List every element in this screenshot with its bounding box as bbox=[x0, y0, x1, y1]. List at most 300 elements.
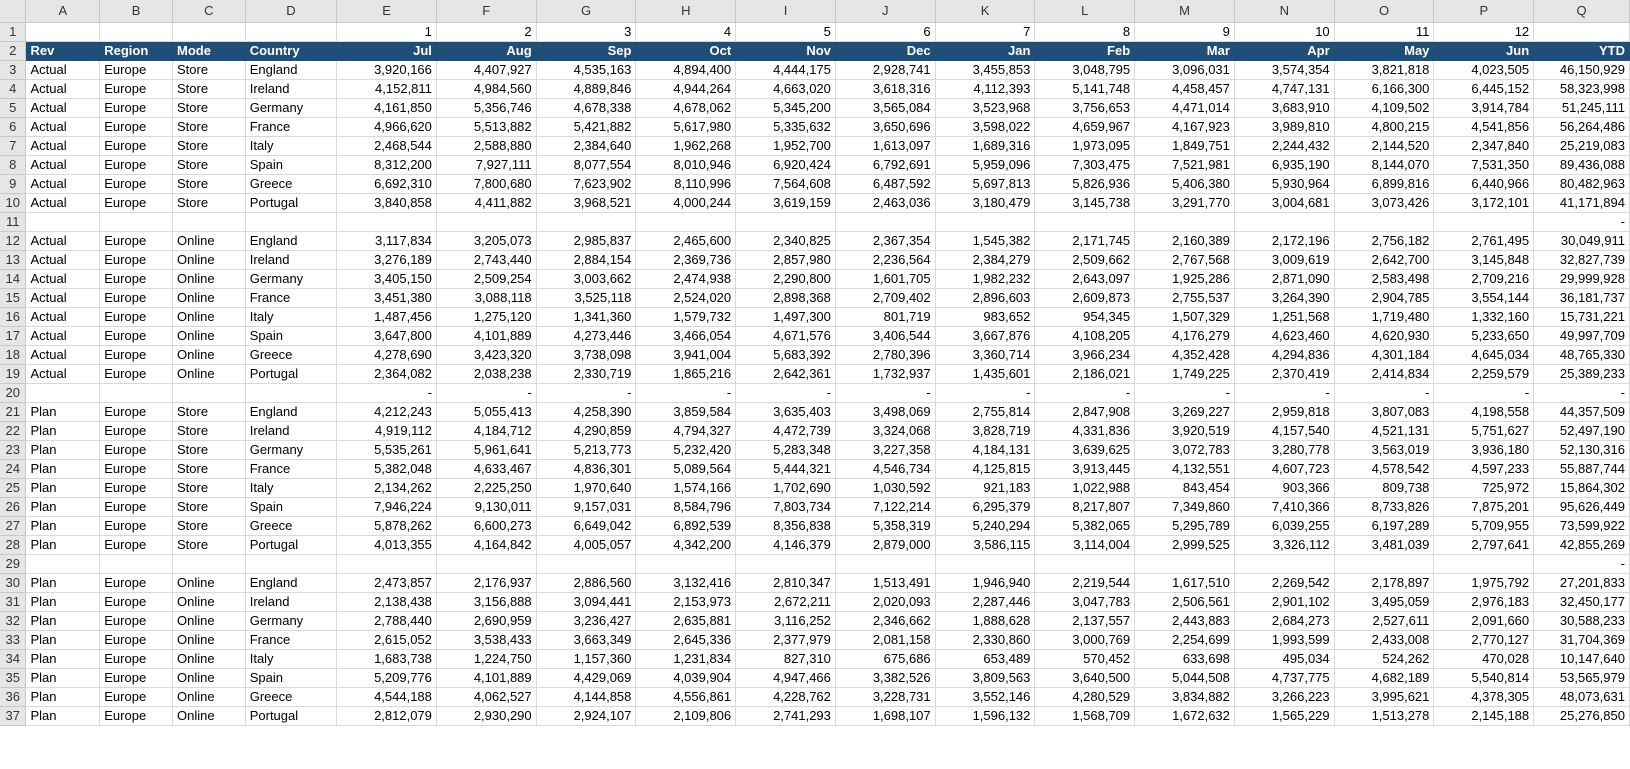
cell-j16[interactable]: 801,719 bbox=[835, 307, 935, 326]
cell-p29[interactable] bbox=[1434, 554, 1534, 573]
cell-b18[interactable]: Europe bbox=[100, 345, 173, 364]
cell-p14[interactable]: 2,709,216 bbox=[1434, 269, 1534, 288]
cell-e7[interactable]: 2,468,544 bbox=[337, 136, 437, 155]
cell-i21[interactable]: 3,635,403 bbox=[736, 402, 836, 421]
cell-f1[interactable]: 2 bbox=[436, 22, 536, 41]
cell-l37[interactable]: 1,568,709 bbox=[1035, 706, 1135, 725]
cell-d37[interactable]: Portugal bbox=[245, 706, 336, 725]
row-header[interactable]: 25 bbox=[0, 478, 26, 497]
cell-l26[interactable]: 8,217,807 bbox=[1035, 497, 1135, 516]
cell-e19[interactable]: 2,364,082 bbox=[337, 364, 437, 383]
cell-i33[interactable]: 2,377,979 bbox=[736, 630, 836, 649]
cell-f15[interactable]: 3,088,118 bbox=[436, 288, 536, 307]
cell-o33[interactable]: 2,433,008 bbox=[1334, 630, 1434, 649]
cell-o13[interactable]: 2,642,700 bbox=[1334, 250, 1434, 269]
cell-q2[interactable]: YTD bbox=[1534, 41, 1630, 60]
cell-a10[interactable]: Actual bbox=[26, 193, 100, 212]
cell-j3[interactable]: 2,928,741 bbox=[835, 60, 935, 79]
cell-m21[interactable]: 3,269,227 bbox=[1135, 402, 1235, 421]
cell-f22[interactable]: 4,184,712 bbox=[436, 421, 536, 440]
cell-l23[interactable]: 3,639,625 bbox=[1035, 440, 1135, 459]
cell-k8[interactable]: 5,959,096 bbox=[935, 155, 1035, 174]
cell-k37[interactable]: 1,596,132 bbox=[935, 706, 1035, 725]
cell-p5[interactable]: 3,914,784 bbox=[1434, 98, 1534, 117]
cell-p28[interactable]: 2,797,641 bbox=[1434, 535, 1534, 554]
cell-c28[interactable]: Store bbox=[172, 535, 245, 554]
cell-e17[interactable]: 3,647,800 bbox=[337, 326, 437, 345]
cell-f11[interactable] bbox=[436, 212, 536, 231]
cell-b3[interactable]: Europe bbox=[100, 60, 173, 79]
cell-f10[interactable]: 4,411,882 bbox=[436, 193, 536, 212]
cell-a25[interactable]: Plan bbox=[26, 478, 100, 497]
cell-j36[interactable]: 3,228,731 bbox=[835, 687, 935, 706]
cell-f13[interactable]: 2,743,440 bbox=[436, 250, 536, 269]
cell-e23[interactable]: 5,535,261 bbox=[337, 440, 437, 459]
cell-g1[interactable]: 3 bbox=[536, 22, 636, 41]
cell-k6[interactable]: 3,598,022 bbox=[935, 117, 1035, 136]
cell-l16[interactable]: 954,345 bbox=[1035, 307, 1135, 326]
cell-d1[interactable] bbox=[245, 22, 336, 41]
row-header[interactable]: 33 bbox=[0, 630, 26, 649]
cell-p21[interactable]: 4,198,558 bbox=[1434, 402, 1534, 421]
cell-d11[interactable] bbox=[245, 212, 336, 231]
cell-n3[interactable]: 3,574,354 bbox=[1234, 60, 1334, 79]
cell-e35[interactable]: 5,209,776 bbox=[337, 668, 437, 687]
cell-p32[interactable]: 2,091,660 bbox=[1434, 611, 1534, 630]
cell-p19[interactable]: 2,259,579 bbox=[1434, 364, 1534, 383]
cell-j28[interactable]: 2,879,000 bbox=[835, 535, 935, 554]
cell-d5[interactable]: Germany bbox=[245, 98, 336, 117]
row-header[interactable]: 36 bbox=[0, 687, 26, 706]
cell-q5[interactable]: 51,245,111 bbox=[1534, 98, 1630, 117]
cell-a24[interactable]: Plan bbox=[26, 459, 100, 478]
cell-p34[interactable]: 470,028 bbox=[1434, 649, 1534, 668]
cell-a17[interactable]: Actual bbox=[26, 326, 100, 345]
cell-g30[interactable]: 2,886,560 bbox=[536, 573, 636, 592]
cell-b27[interactable]: Europe bbox=[100, 516, 173, 535]
cell-p13[interactable]: 3,145,848 bbox=[1434, 250, 1534, 269]
cell-a15[interactable]: Actual bbox=[26, 288, 100, 307]
cell-f16[interactable]: 1,275,120 bbox=[436, 307, 536, 326]
cell-k16[interactable]: 983,652 bbox=[935, 307, 1035, 326]
cell-m4[interactable]: 4,458,457 bbox=[1135, 79, 1235, 98]
cell-n9[interactable]: 5,930,964 bbox=[1234, 174, 1334, 193]
cell-h1[interactable]: 4 bbox=[636, 22, 736, 41]
cell-e24[interactable]: 5,382,048 bbox=[337, 459, 437, 478]
cell-h30[interactable]: 3,132,416 bbox=[636, 573, 736, 592]
row-header[interactable]: 23 bbox=[0, 440, 26, 459]
cell-c26[interactable]: Store bbox=[172, 497, 245, 516]
cell-h37[interactable]: 2,109,806 bbox=[636, 706, 736, 725]
cell-b36[interactable]: Europe bbox=[100, 687, 173, 706]
cell-k12[interactable]: 1,545,382 bbox=[935, 231, 1035, 250]
cell-i37[interactable]: 2,741,293 bbox=[736, 706, 836, 725]
cell-l18[interactable]: 3,966,234 bbox=[1035, 345, 1135, 364]
cell-k20[interactable]: - bbox=[935, 383, 1035, 402]
cell-a11[interactable] bbox=[26, 212, 100, 231]
cell-q3[interactable]: 46,150,929 bbox=[1534, 60, 1630, 79]
cell-d7[interactable]: Italy bbox=[245, 136, 336, 155]
cell-l6[interactable]: 4,659,967 bbox=[1035, 117, 1135, 136]
cell-o25[interactable]: 809,738 bbox=[1334, 478, 1434, 497]
cell-f36[interactable]: 4,062,527 bbox=[436, 687, 536, 706]
cell-n14[interactable]: 2,871,090 bbox=[1234, 269, 1334, 288]
cell-n10[interactable]: 3,004,681 bbox=[1234, 193, 1334, 212]
cell-l17[interactable]: 4,108,205 bbox=[1035, 326, 1135, 345]
cell-p2[interactable]: Jun bbox=[1434, 41, 1534, 60]
cell-i26[interactable]: 7,803,734 bbox=[736, 497, 836, 516]
cell-p18[interactable]: 4,645,034 bbox=[1434, 345, 1534, 364]
cell-p27[interactable]: 5,709,955 bbox=[1434, 516, 1534, 535]
cell-k4[interactable]: 4,112,393 bbox=[935, 79, 1035, 98]
cell-g24[interactable]: 4,836,301 bbox=[536, 459, 636, 478]
cell-g7[interactable]: 2,384,640 bbox=[536, 136, 636, 155]
cell-a22[interactable]: Plan bbox=[26, 421, 100, 440]
cell-h21[interactable]: 3,859,584 bbox=[636, 402, 736, 421]
cell-q4[interactable]: 58,323,998 bbox=[1534, 79, 1630, 98]
cell-n23[interactable]: 3,280,778 bbox=[1234, 440, 1334, 459]
cell-m1[interactable]: 9 bbox=[1135, 22, 1235, 41]
cell-k13[interactable]: 2,384,279 bbox=[935, 250, 1035, 269]
cell-e22[interactable]: 4,919,112 bbox=[337, 421, 437, 440]
cell-m20[interactable]: - bbox=[1135, 383, 1235, 402]
cell-g37[interactable]: 2,924,107 bbox=[536, 706, 636, 725]
row-header[interactable]: 29 bbox=[0, 554, 26, 573]
cell-h6[interactable]: 5,617,980 bbox=[636, 117, 736, 136]
cell-a36[interactable]: Plan bbox=[26, 687, 100, 706]
cell-b14[interactable]: Europe bbox=[100, 269, 173, 288]
cell-o26[interactable]: 8,733,826 bbox=[1334, 497, 1434, 516]
cell-a8[interactable]: Actual bbox=[26, 155, 100, 174]
cell-l11[interactable] bbox=[1035, 212, 1135, 231]
cell-j32[interactable]: 2,346,662 bbox=[835, 611, 935, 630]
cell-c27[interactable]: Store bbox=[172, 516, 245, 535]
cell-d35[interactable]: Spain bbox=[245, 668, 336, 687]
cell-f2[interactable]: Aug bbox=[436, 41, 536, 60]
cell-a3[interactable]: Actual bbox=[26, 60, 100, 79]
cell-o27[interactable]: 6,197,289 bbox=[1334, 516, 1434, 535]
cell-a20[interactable] bbox=[26, 383, 100, 402]
cell-e1[interactable]: 1 bbox=[337, 22, 437, 41]
cell-m31[interactable]: 2,506,561 bbox=[1135, 592, 1235, 611]
cell-n17[interactable]: 4,623,460 bbox=[1234, 326, 1334, 345]
cell-m30[interactable]: 1,617,510 bbox=[1135, 573, 1235, 592]
cell-n21[interactable]: 2,959,818 bbox=[1234, 402, 1334, 421]
row-header[interactable]: 4 bbox=[0, 79, 26, 98]
cell-f4[interactable]: 4,984,560 bbox=[436, 79, 536, 98]
cell-i17[interactable]: 4,671,576 bbox=[736, 326, 836, 345]
cell-p8[interactable]: 7,531,350 bbox=[1434, 155, 1534, 174]
cell-a33[interactable]: Plan bbox=[26, 630, 100, 649]
cell-c24[interactable]: Store bbox=[172, 459, 245, 478]
cell-d6[interactable]: France bbox=[245, 117, 336, 136]
cell-m17[interactable]: 4,176,279 bbox=[1135, 326, 1235, 345]
cell-k24[interactable]: 4,125,815 bbox=[935, 459, 1035, 478]
cell-e14[interactable]: 3,405,150 bbox=[337, 269, 437, 288]
cell-a7[interactable]: Actual bbox=[26, 136, 100, 155]
row-header[interactable]: 16 bbox=[0, 307, 26, 326]
cell-m23[interactable]: 3,072,783 bbox=[1135, 440, 1235, 459]
cell-q20[interactable]: - bbox=[1534, 383, 1630, 402]
cell-e34[interactable]: 1,683,738 bbox=[337, 649, 437, 668]
row-header[interactable]: 30 bbox=[0, 573, 26, 592]
cell-j7[interactable]: 1,613,097 bbox=[835, 136, 935, 155]
cell-h25[interactable]: 1,574,166 bbox=[636, 478, 736, 497]
cell-i19[interactable]: 2,642,361 bbox=[736, 364, 836, 383]
cell-m24[interactable]: 4,132,551 bbox=[1135, 459, 1235, 478]
cell-j12[interactable]: 2,367,354 bbox=[835, 231, 935, 250]
cell-c32[interactable]: Online bbox=[172, 611, 245, 630]
cell-i4[interactable]: 4,663,020 bbox=[736, 79, 836, 98]
cell-a35[interactable]: Plan bbox=[26, 668, 100, 687]
cell-c10[interactable]: Store bbox=[172, 193, 245, 212]
cell-i36[interactable]: 4,228,762 bbox=[736, 687, 836, 706]
cell-l2[interactable]: Feb bbox=[1035, 41, 1135, 60]
cell-k35[interactable]: 3,809,563 bbox=[935, 668, 1035, 687]
cell-k11[interactable] bbox=[935, 212, 1035, 231]
cell-m8[interactable]: 7,521,981 bbox=[1135, 155, 1235, 174]
cell-q17[interactable]: 49,997,709 bbox=[1534, 326, 1630, 345]
cell-i8[interactable]: 6,920,424 bbox=[736, 155, 836, 174]
row-header[interactable]: 15 bbox=[0, 288, 26, 307]
cell-m14[interactable]: 1,925,286 bbox=[1135, 269, 1235, 288]
cell-m25[interactable]: 843,454 bbox=[1135, 478, 1235, 497]
cell-d8[interactable]: Spain bbox=[245, 155, 336, 174]
cell-d17[interactable]: Spain bbox=[245, 326, 336, 345]
cell-b37[interactable]: Europe bbox=[100, 706, 173, 725]
cell-q15[interactable]: 36,181,737 bbox=[1534, 288, 1630, 307]
cell-p25[interactable]: 725,972 bbox=[1434, 478, 1534, 497]
cell-k15[interactable]: 2,896,603 bbox=[935, 288, 1035, 307]
cell-l19[interactable]: 2,186,021 bbox=[1035, 364, 1135, 383]
row-header[interactable]: 10 bbox=[0, 193, 26, 212]
cell-c8[interactable]: Store bbox=[172, 155, 245, 174]
cell-n29[interactable] bbox=[1234, 554, 1334, 573]
cell-p33[interactable]: 2,770,127 bbox=[1434, 630, 1534, 649]
cell-p30[interactable]: 1,975,792 bbox=[1434, 573, 1534, 592]
cell-j34[interactable]: 675,686 bbox=[835, 649, 935, 668]
cell-l24[interactable]: 3,913,445 bbox=[1035, 459, 1135, 478]
cell-e6[interactable]: 4,966,620 bbox=[337, 117, 437, 136]
cell-i28[interactable]: 4,146,379 bbox=[736, 535, 836, 554]
cell-p20[interactable]: - bbox=[1434, 383, 1534, 402]
cell-q22[interactable]: 52,497,190 bbox=[1534, 421, 1630, 440]
cell-j8[interactable]: 6,792,691 bbox=[835, 155, 935, 174]
cell-e28[interactable]: 4,013,355 bbox=[337, 535, 437, 554]
cell-q33[interactable]: 31,704,369 bbox=[1534, 630, 1630, 649]
cell-j1[interactable]: 6 bbox=[835, 22, 935, 41]
cell-b22[interactable]: Europe bbox=[100, 421, 173, 440]
cell-m27[interactable]: 5,295,789 bbox=[1135, 516, 1235, 535]
cell-o5[interactable]: 4,109,502 bbox=[1334, 98, 1434, 117]
cell-c16[interactable]: Online bbox=[172, 307, 245, 326]
cell-g13[interactable]: 2,884,154 bbox=[536, 250, 636, 269]
cell-b8[interactable]: Europe bbox=[100, 155, 173, 174]
cell-n1[interactable]: 10 bbox=[1234, 22, 1334, 41]
cell-d21[interactable]: England bbox=[245, 402, 336, 421]
cell-q35[interactable]: 53,565,979 bbox=[1534, 668, 1630, 687]
cell-k3[interactable]: 3,455,853 bbox=[935, 60, 1035, 79]
cell-g22[interactable]: 4,290,859 bbox=[536, 421, 636, 440]
cell-j23[interactable]: 3,227,358 bbox=[835, 440, 935, 459]
cell-p24[interactable]: 4,597,233 bbox=[1434, 459, 1534, 478]
cell-h32[interactable]: 2,635,881 bbox=[636, 611, 736, 630]
cell-i27[interactable]: 8,356,838 bbox=[736, 516, 836, 535]
column-header-m[interactable]: M bbox=[1135, 0, 1235, 22]
cell-k7[interactable]: 1,689,316 bbox=[935, 136, 1035, 155]
cell-q14[interactable]: 29,999,928 bbox=[1534, 269, 1630, 288]
cell-m3[interactable]: 3,096,031 bbox=[1135, 60, 1235, 79]
cell-q29[interactable]: - bbox=[1534, 554, 1630, 573]
cell-e32[interactable]: 2,788,440 bbox=[337, 611, 437, 630]
cell-h17[interactable]: 3,466,054 bbox=[636, 326, 736, 345]
cell-c21[interactable]: Store bbox=[172, 402, 245, 421]
row-header[interactable]: 27 bbox=[0, 516, 26, 535]
cell-p4[interactable]: 6,445,152 bbox=[1434, 79, 1534, 98]
cell-p11[interactable] bbox=[1434, 212, 1534, 231]
row-header[interactable]: 32 bbox=[0, 611, 26, 630]
cell-m18[interactable]: 4,352,428 bbox=[1135, 345, 1235, 364]
row-header[interactable]: 26 bbox=[0, 497, 26, 516]
cell-n4[interactable]: 4,747,131 bbox=[1234, 79, 1334, 98]
cell-d10[interactable]: Portugal bbox=[245, 193, 336, 212]
cell-l9[interactable]: 5,826,936 bbox=[1035, 174, 1135, 193]
cell-k9[interactable]: 5,697,813 bbox=[935, 174, 1035, 193]
cell-g10[interactable]: 3,968,521 bbox=[536, 193, 636, 212]
cell-f14[interactable]: 2,509,254 bbox=[436, 269, 536, 288]
cell-d15[interactable]: France bbox=[245, 288, 336, 307]
cell-q18[interactable]: 48,765,330 bbox=[1534, 345, 1630, 364]
cell-h8[interactable]: 8,010,946 bbox=[636, 155, 736, 174]
cell-h7[interactable]: 1,962,268 bbox=[636, 136, 736, 155]
column-header-c[interactable]: C bbox=[172, 0, 245, 22]
cell-n6[interactable]: 3,989,810 bbox=[1234, 117, 1334, 136]
cell-a9[interactable]: Actual bbox=[26, 174, 100, 193]
cell-g29[interactable] bbox=[536, 554, 636, 573]
cell-o29[interactable] bbox=[1334, 554, 1434, 573]
cell-h14[interactable]: 2,474,938 bbox=[636, 269, 736, 288]
cell-i2[interactable]: Nov bbox=[736, 41, 836, 60]
cell-k21[interactable]: 2,755,814 bbox=[935, 402, 1035, 421]
cell-g23[interactable]: 5,213,773 bbox=[536, 440, 636, 459]
cell-h5[interactable]: 4,678,062 bbox=[636, 98, 736, 117]
cell-g9[interactable]: 7,623,902 bbox=[536, 174, 636, 193]
cell-o28[interactable]: 3,481,039 bbox=[1334, 535, 1434, 554]
cell-q27[interactable]: 73,599,922 bbox=[1534, 516, 1630, 535]
cell-a23[interactable]: Plan bbox=[26, 440, 100, 459]
cell-n20[interactable]: - bbox=[1234, 383, 1334, 402]
cell-f18[interactable]: 3,423,320 bbox=[436, 345, 536, 364]
cell-g34[interactable]: 1,157,360 bbox=[536, 649, 636, 668]
cell-n34[interactable]: 495,034 bbox=[1234, 649, 1334, 668]
column-header-n[interactable]: N bbox=[1234, 0, 1334, 22]
cell-k23[interactable]: 4,184,131 bbox=[935, 440, 1035, 459]
cell-o12[interactable]: 2,756,182 bbox=[1334, 231, 1434, 250]
cell-b11[interactable] bbox=[100, 212, 173, 231]
cell-d2[interactable]: Country bbox=[245, 41, 336, 60]
cell-k27[interactable]: 5,240,294 bbox=[935, 516, 1035, 535]
cell-e9[interactable]: 6,692,310 bbox=[337, 174, 437, 193]
row-header[interactable]: 28 bbox=[0, 535, 26, 554]
cell-b9[interactable]: Europe bbox=[100, 174, 173, 193]
cell-a19[interactable]: Actual bbox=[26, 364, 100, 383]
cell-d12[interactable]: England bbox=[245, 231, 336, 250]
row-header[interactable]: 34 bbox=[0, 649, 26, 668]
cell-m33[interactable]: 2,254,699 bbox=[1135, 630, 1235, 649]
cell-b4[interactable]: Europe bbox=[100, 79, 173, 98]
cell-q11[interactable]: - bbox=[1534, 212, 1630, 231]
cell-l14[interactable]: 2,643,097 bbox=[1035, 269, 1135, 288]
cell-k5[interactable]: 3,523,968 bbox=[935, 98, 1035, 117]
cell-o4[interactable]: 6,166,300 bbox=[1334, 79, 1434, 98]
cell-l31[interactable]: 3,047,783 bbox=[1035, 592, 1135, 611]
row-header[interactable]: 3 bbox=[0, 60, 26, 79]
cell-d32[interactable]: Germany bbox=[245, 611, 336, 630]
cell-h23[interactable]: 5,232,420 bbox=[636, 440, 736, 459]
row-header[interactable]: 12 bbox=[0, 231, 26, 250]
cell-c18[interactable]: Online bbox=[172, 345, 245, 364]
cell-m26[interactable]: 7,349,860 bbox=[1135, 497, 1235, 516]
cell-j6[interactable]: 3,650,696 bbox=[835, 117, 935, 136]
cell-n15[interactable]: 3,264,390 bbox=[1234, 288, 1334, 307]
cell-e25[interactable]: 2,134,262 bbox=[337, 478, 437, 497]
cell-h28[interactable]: 4,342,200 bbox=[636, 535, 736, 554]
cell-a31[interactable]: Plan bbox=[26, 592, 100, 611]
cell-n19[interactable]: 2,370,419 bbox=[1234, 364, 1334, 383]
cell-p26[interactable]: 7,875,201 bbox=[1434, 497, 1534, 516]
cell-b12[interactable]: Europe bbox=[100, 231, 173, 250]
cell-i13[interactable]: 2,857,980 bbox=[736, 250, 836, 269]
cell-f24[interactable]: 4,633,467 bbox=[436, 459, 536, 478]
cell-a30[interactable]: Plan bbox=[26, 573, 100, 592]
cell-j22[interactable]: 3,324,068 bbox=[835, 421, 935, 440]
cell-f34[interactable]: 1,224,750 bbox=[436, 649, 536, 668]
cell-o3[interactable]: 3,821,818 bbox=[1334, 60, 1434, 79]
cell-j20[interactable]: - bbox=[835, 383, 935, 402]
row-header[interactable]: 6 bbox=[0, 117, 26, 136]
cell-b10[interactable]: Europe bbox=[100, 193, 173, 212]
cell-e16[interactable]: 1,487,456 bbox=[337, 307, 437, 326]
cell-j25[interactable]: 1,030,592 bbox=[835, 478, 935, 497]
cell-c3[interactable]: Store bbox=[172, 60, 245, 79]
cell-k10[interactable]: 3,180,479 bbox=[935, 193, 1035, 212]
cell-k31[interactable]: 2,287,446 bbox=[935, 592, 1035, 611]
cell-j30[interactable]: 1,513,491 bbox=[835, 573, 935, 592]
cell-f19[interactable]: 2,038,238 bbox=[436, 364, 536, 383]
cell-a4[interactable]: Actual bbox=[26, 79, 100, 98]
cell-e11[interactable] bbox=[337, 212, 437, 231]
cell-a18[interactable]: Actual bbox=[26, 345, 100, 364]
cell-f3[interactable]: 4,407,927 bbox=[436, 60, 536, 79]
cell-p36[interactable]: 4,378,305 bbox=[1434, 687, 1534, 706]
cell-k29[interactable] bbox=[935, 554, 1035, 573]
cell-b26[interactable]: Europe bbox=[100, 497, 173, 516]
cell-a26[interactable]: Plan bbox=[26, 497, 100, 516]
cell-k25[interactable]: 921,183 bbox=[935, 478, 1035, 497]
cell-b29[interactable] bbox=[100, 554, 173, 573]
row-header[interactable]: 14 bbox=[0, 269, 26, 288]
cell-j17[interactable]: 3,406,544 bbox=[835, 326, 935, 345]
cell-e27[interactable]: 5,878,262 bbox=[337, 516, 437, 535]
cell-o36[interactable]: 3,995,621 bbox=[1334, 687, 1434, 706]
cell-k33[interactable]: 2,330,860 bbox=[935, 630, 1035, 649]
cell-o21[interactable]: 3,807,083 bbox=[1334, 402, 1434, 421]
cell-i24[interactable]: 5,444,321 bbox=[736, 459, 836, 478]
column-header-l[interactable]: L bbox=[1035, 0, 1135, 22]
cell-h19[interactable]: 1,865,216 bbox=[636, 364, 736, 383]
cell-i5[interactable]: 5,345,200 bbox=[736, 98, 836, 117]
cell-k28[interactable]: 3,586,115 bbox=[935, 535, 1035, 554]
